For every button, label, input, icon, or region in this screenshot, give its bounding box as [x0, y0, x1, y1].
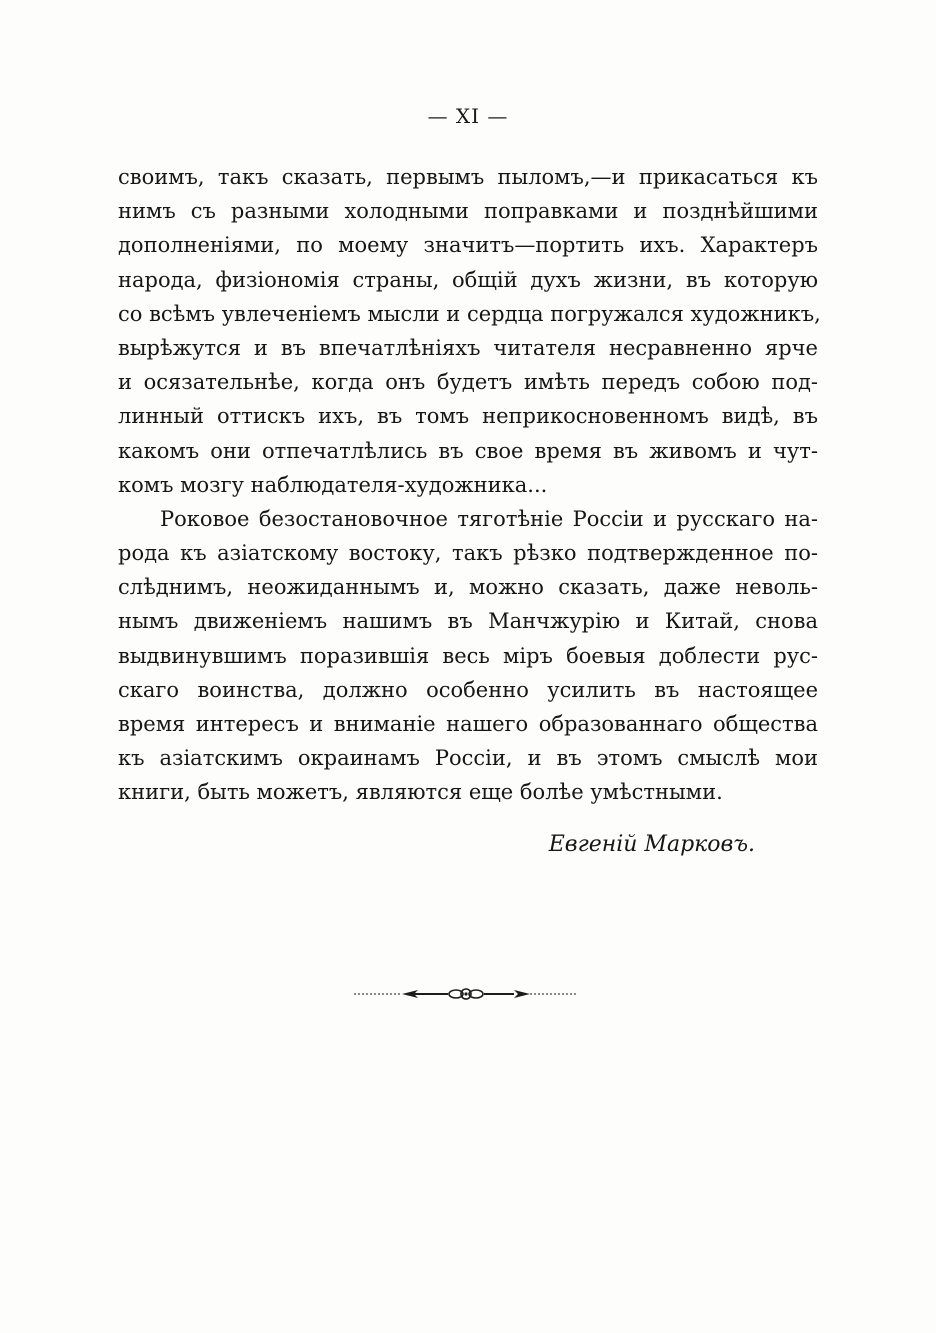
text-line: нымъ движеніемъ нашимъ въ Манчжурію и Китай, снова: [118, 609, 818, 634]
text-line: слѣднимъ, неожиданнымъ и, можно сказать, даже неволь-: [118, 575, 818, 600]
ornament-divider-icon: [352, 983, 580, 1005]
text-line: комъ мозгу наблюдателя-художника...: [118, 472, 548, 497]
text-line: со всѣмъ увлеченіемъ мысли и сердца погружался художникъ,: [118, 301, 821, 326]
text-line: и осязательнѣе, когда онъ будетъ имѣть передъ собою под-: [118, 370, 818, 395]
page-number-header: — XI —: [427, 104, 509, 128]
body-text: [118, 160, 821, 810]
text-line: вырѣжутся и въ впечатлѣніяхъ читателя несравненно ярче: [118, 335, 818, 360]
text-line: дополненіями, по моему значитъ—портить ихъ. Характеръ: [118, 233, 818, 258]
text-line: народа, физіономія страны, общій духъ жизни, въ которую: [118, 267, 818, 292]
author-signature: Евгеній Марковъ.: [548, 832, 755, 857]
text-line: нимъ съ разными холодными поправками и позднѣйшими: [118, 199, 818, 224]
text-line: скаго воинства, должно особенно усилить въ настоящее: [118, 677, 818, 702]
text-line: линный оттискъ ихъ, въ томъ неприкосновенномъ видѣ, въ: [118, 404, 818, 429]
text-line: время интересъ и вниманіе нашего образованнаго общества: [118, 712, 818, 736]
text-line: рода къ азіатскому востоку, такъ рѣзко подтвержденное по-: [118, 541, 818, 566]
text-line: своимъ, такъ сказать, первымъ пыломъ,—и прикасаться къ: [118, 165, 818, 189]
text-line: Роковое безостановочное тяготѣніе Россіи и русскаго на-: [160, 506, 818, 531]
paragraph-2: [118, 502, 818, 810]
paragraph-1: [118, 160, 821, 502]
text-line: какомъ они отпечатлѣлись въ свое время въ живомъ и чут-: [118, 438, 818, 463]
text-line: къ азіатскимъ окраинамъ Россіи, и въ этомъ смыслѣ мои: [118, 746, 818, 771]
text-line: книги, быть можетъ, являются еще болѣе умѣстными.: [118, 780, 723, 805]
text-line: выдвинувшимъ поразившія весь міръ боевыя доблести рус-: [118, 643, 818, 668]
